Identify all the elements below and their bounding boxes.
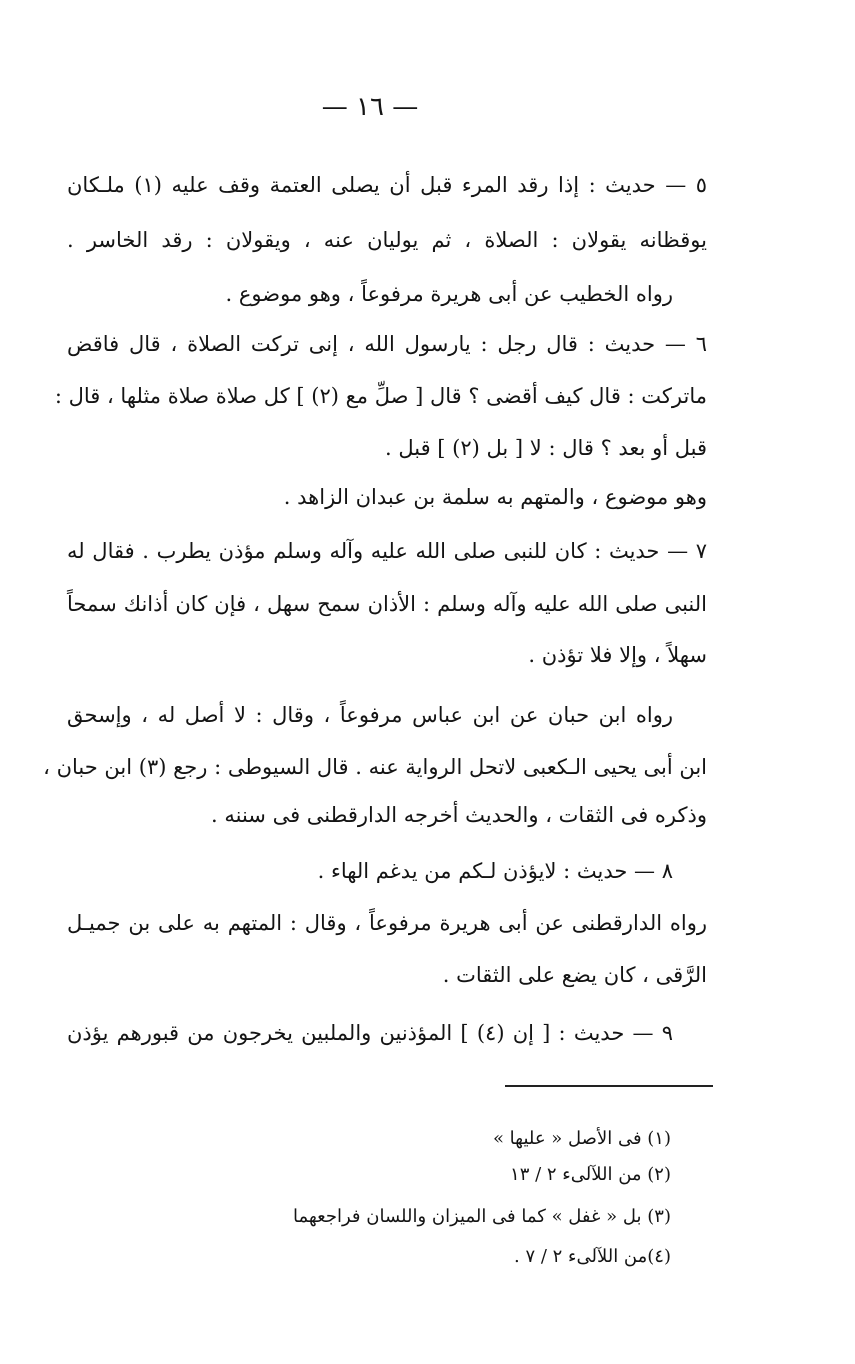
- text-line: ماتركت : قال كيف أقضى ؟ قال [ صلِّ مع (٢) ] كل صلاة صلاة مثلها ، قال :: [54, 384, 707, 408]
- text-line: وهو موضوع ، والمتهم به سلمة بن عبدان الزاهد .: [283, 485, 707, 509]
- text-line: يوقظانه يقولان : الصلاة ، ثم يوليان عنه ، ويقولان : رقد الخاسر .: [67, 228, 707, 252]
- text-line: ابن أبى يحيى الـكعبى لاتحل الرواية عنه . قال السيوطى : رجع (٣) ابن حبان ،: [43, 755, 707, 779]
- text-line: النبى صلى الله عليه وآله وسلم : الأذان سمح سهل ، فإن كان أذانك سمحاً: [67, 592, 707, 616]
- text-line-hadith-7: ٧ — حديث : كان للنبى صلى الله عليه وآله وسلم مؤذن يطرب . فقال له: [67, 539, 707, 563]
- text-line-hadith-6: ٦ — حديث : قال رجل : يارسول الله ، إنى تركت الصلاة ، قال فاقض: [67, 332, 707, 356]
- text-line-hadith-8: ٨ — حديث : لايؤذن لـكم من يدغم الهاء .: [317, 859, 673, 883]
- text-line-hadith-5: ٥ — حديث : إذا رقد المرء قبل أن يصلى العتمة وقف عليه (١) ملـكان: [67, 173, 708, 197]
- text-line: سهلاً ، وإلا فلا تؤذن .: [528, 643, 707, 667]
- footnote-divider: [505, 1085, 713, 1087]
- footnote-2: (٢) من اللآلىء ٢ / ١٣: [510, 1164, 671, 1185]
- footnote-1: (١) فى الأصل « عليها »: [492, 1128, 671, 1149]
- text-line: رواه ابن حبان عن ابن عباس مرفوعاً ، وقال : لا أصل له ، وإسحق: [67, 703, 673, 727]
- footnote-4: (٤)من اللآلىء ٢ / ٧ .: [513, 1246, 671, 1267]
- text-line: وذكره فى الثقات ، والحديث أخرجه الدارقطنى فى سننه .: [211, 803, 707, 827]
- text-line-hadith-9: ٩ — حديث : [ إن (٤) ] المؤذنين والملبين يخرجون من قبورهم يؤذن: [67, 1021, 673, 1045]
- text-line: الرَّقى ، كان يضع على الثقات .: [442, 963, 707, 987]
- text-line: قبل أو بعد ؟ قال : لا [ بل (٢) ] قبل .: [384, 436, 707, 460]
- footnote-3: (٣) بل « غفل » كما فى الميزان واللسان فراجعهما: [292, 1206, 671, 1227]
- text-line: رواه الدارقطنى عن أبى هريرة مرفوعاً ، وقال : المتهم به على بن جميـل: [67, 911, 707, 935]
- page-number: — ١٦ —: [321, 92, 419, 122]
- text-line: رواه الخطيب عن أبى هريرة مرفوعاً ، وهو موضوع .: [225, 282, 673, 306]
